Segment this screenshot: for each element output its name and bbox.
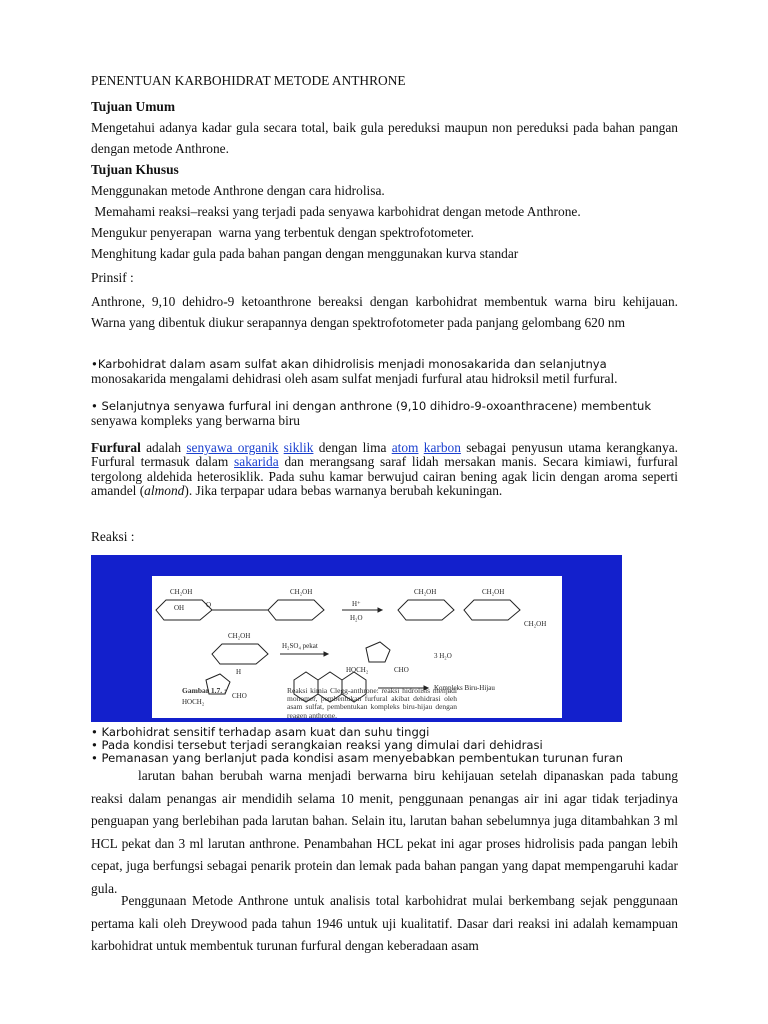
label-cho: CHO xyxy=(394,666,409,674)
label-o: O xyxy=(206,601,212,609)
label-ch2oh: CH₂OH xyxy=(290,588,313,596)
furfural-term: Furfural xyxy=(91,440,141,455)
prinsip-heading: Prinsif : xyxy=(91,270,134,285)
reaksi-heading: Reaksi : xyxy=(91,529,135,544)
link-karbon[interactable]: karbon xyxy=(423,440,461,455)
label-3h2o: 3 H₂O xyxy=(434,652,452,660)
tujuan-khusus-item: Memahami reaksi–reaksi yang terjadi pada senyawa karbohidrat dengan metode Anthrone. xyxy=(91,204,581,219)
reaction-diagram xyxy=(152,576,562,718)
label-hoch2: HOCH₂ xyxy=(346,666,369,674)
figure-caption-label: Gambar 1.7. : xyxy=(182,686,227,695)
label-cho: CHO xyxy=(232,692,247,700)
label-h2so4: H₂SO₄ pekat xyxy=(282,642,318,650)
prinsip-text: Anthrone, 9,10 dehidro-9 ketoanthrone bereaksi dengan karbohidrat membentuk warna biru kehijauan. Warna yang dibentuk diukur serapannya dengan spektrofotometer pada panjang gelombang 620 nm xyxy=(91,294,678,330)
bullet-furan: • Pemanasan yang berlanjut pada kondisi asam menyebabkan pembentukan turunan furan xyxy=(91,751,624,765)
label-oh: OH xyxy=(174,604,185,612)
link-sakarida[interactable]: sakarida xyxy=(234,454,279,470)
bullet-hidrolisis: •Karbohidrat dalam asam sulfat akan dihidrolisis menjadi monosakarida dan selanjutnya xyxy=(91,357,607,371)
link-senyawa-organik[interactable]: senyawa organik xyxy=(186,440,279,455)
label-ch2oh: CH₂OH xyxy=(228,632,251,640)
label-h: H xyxy=(236,668,242,676)
reaction-figure xyxy=(91,555,622,722)
label-kompleks: Kompleks Biru-Hijau xyxy=(434,684,495,692)
tujuan-khusus-item: Menggunakan metode Anthrone dengan cara hidrolisa. xyxy=(91,183,385,198)
furfural-paragraph: Furfural adalah senyawa organik siklik dengan lima atom karbon sebagai penyusun utama kerangkanya. Furfural termasuk dalam sakarida dan merangsang saraf lidah mersakan manis. Secara kimiawi, furfural tergolong aldehida heterosiklik. Pada suhu kamar berwujud cairan bening agak licin dengan aroma seperti amandel (almond). Jika terpapar udara bebas warnanya berubah kekuningan. xyxy=(91,440,678,499)
tujuan-umum-heading: Tujuan Umum xyxy=(91,99,175,114)
figure-caption-text: Reaksi kimia Clegg-anthrone: reaksi hidrolisis menjadi monomer, pembentukan furfural akibat dehidrasi oleh asam sulfat, pembentukan kompleks biru-hijau dengan reagen anthrone. xyxy=(287,686,457,720)
bullet-kompleks-cont: senyawa kompleks yang berwarna biru xyxy=(91,413,300,428)
tujuan-khusus-item: Menghitung kadar gula pada bahan pangan dengan menggunakan kurva standar xyxy=(91,246,519,261)
bullet-hidrolisis-cont: monosakarida mengalami dehidrasi oleh asam sulfat menjadi furfural atau hidroksil metil furfural. xyxy=(91,371,618,386)
label-h2o: H₂O xyxy=(350,614,363,622)
tujuan-khusus-heading: Tujuan Khusus xyxy=(91,162,179,177)
bullet-sensitif: • Karbohidrat sensitif terhadap asam kuat dan suhu tinggi xyxy=(91,725,430,739)
tujuan-khusus-item: Mengukur penyerapan warna yang terbentuk dengan spektrofotometer. xyxy=(91,225,474,240)
almond-term: almond xyxy=(144,483,185,499)
label-ch2oh: CH₂OH xyxy=(414,588,437,596)
paragraph-larutan: larutan bahan berubah warna menjadi berwarna biru kehijauan setelah dipanaskan pada tabung reaksi dalam penangas air mendidih selama 10 menit, penggunaan penangas air ini agar tidak terjadinya penguapan yang berlebihan pada larutan bahan. Selain itu, larutan bahan sebelumnya juga ditambahkan 3 ml HCL pekat dan 3 ml larutan anthrone. Penambahan HCL pekat ini agar proses hidrolisis pada pangan lebih cepat, juga berfungsi sebagai penarik protein dan lemak pada bahan pangan yang dapat mempengaruhi kadar gula. xyxy=(91,768,678,896)
label-ch2oh: CH₂OH xyxy=(170,588,193,596)
tujuan-umum-text: Mengetahui adanya kadar gula secara total, baik gula pereduksi maupun non pereduksi pada bahan pangan dengan metode Anthrone. xyxy=(91,120,678,156)
label-hplus: H⁺ xyxy=(352,600,361,608)
document-title: PENENTUAN KARBOHIDRAT METODE ANTHRONE xyxy=(91,73,406,88)
link-atom[interactable]: atom xyxy=(391,440,419,455)
label-ch2oh: CH₂OH xyxy=(524,620,547,628)
label-ch2oh: CH₂OH xyxy=(482,588,505,596)
bullet-dehidrasi: • Pada kondisi tersebut terjadi serangkaian reaksi yang dimulai dari dehidrasi xyxy=(91,738,543,752)
label-hoch2: HOCH₂ xyxy=(182,698,205,706)
link-siklik[interactable]: siklik xyxy=(283,440,314,455)
paragraph-penggunaan: Penggunaan Metode Anthrone untuk analisis total karbohidrat mulai berkembang sejak penggunaan pertama kali oleh Dreywood pada tahun 1946 untuk uji kualitatif. Dasar dari reaksi ini adalah kemampuan karbohidrat untuk membentuk turunan furfural dengan keberadaan asam xyxy=(91,893,678,954)
bullet-kompleks: • Selanjutnya senyawa furfural ini dengan anthrone (9,10 dihidro-9-oxoanthracene) membentuk xyxy=(91,399,652,413)
